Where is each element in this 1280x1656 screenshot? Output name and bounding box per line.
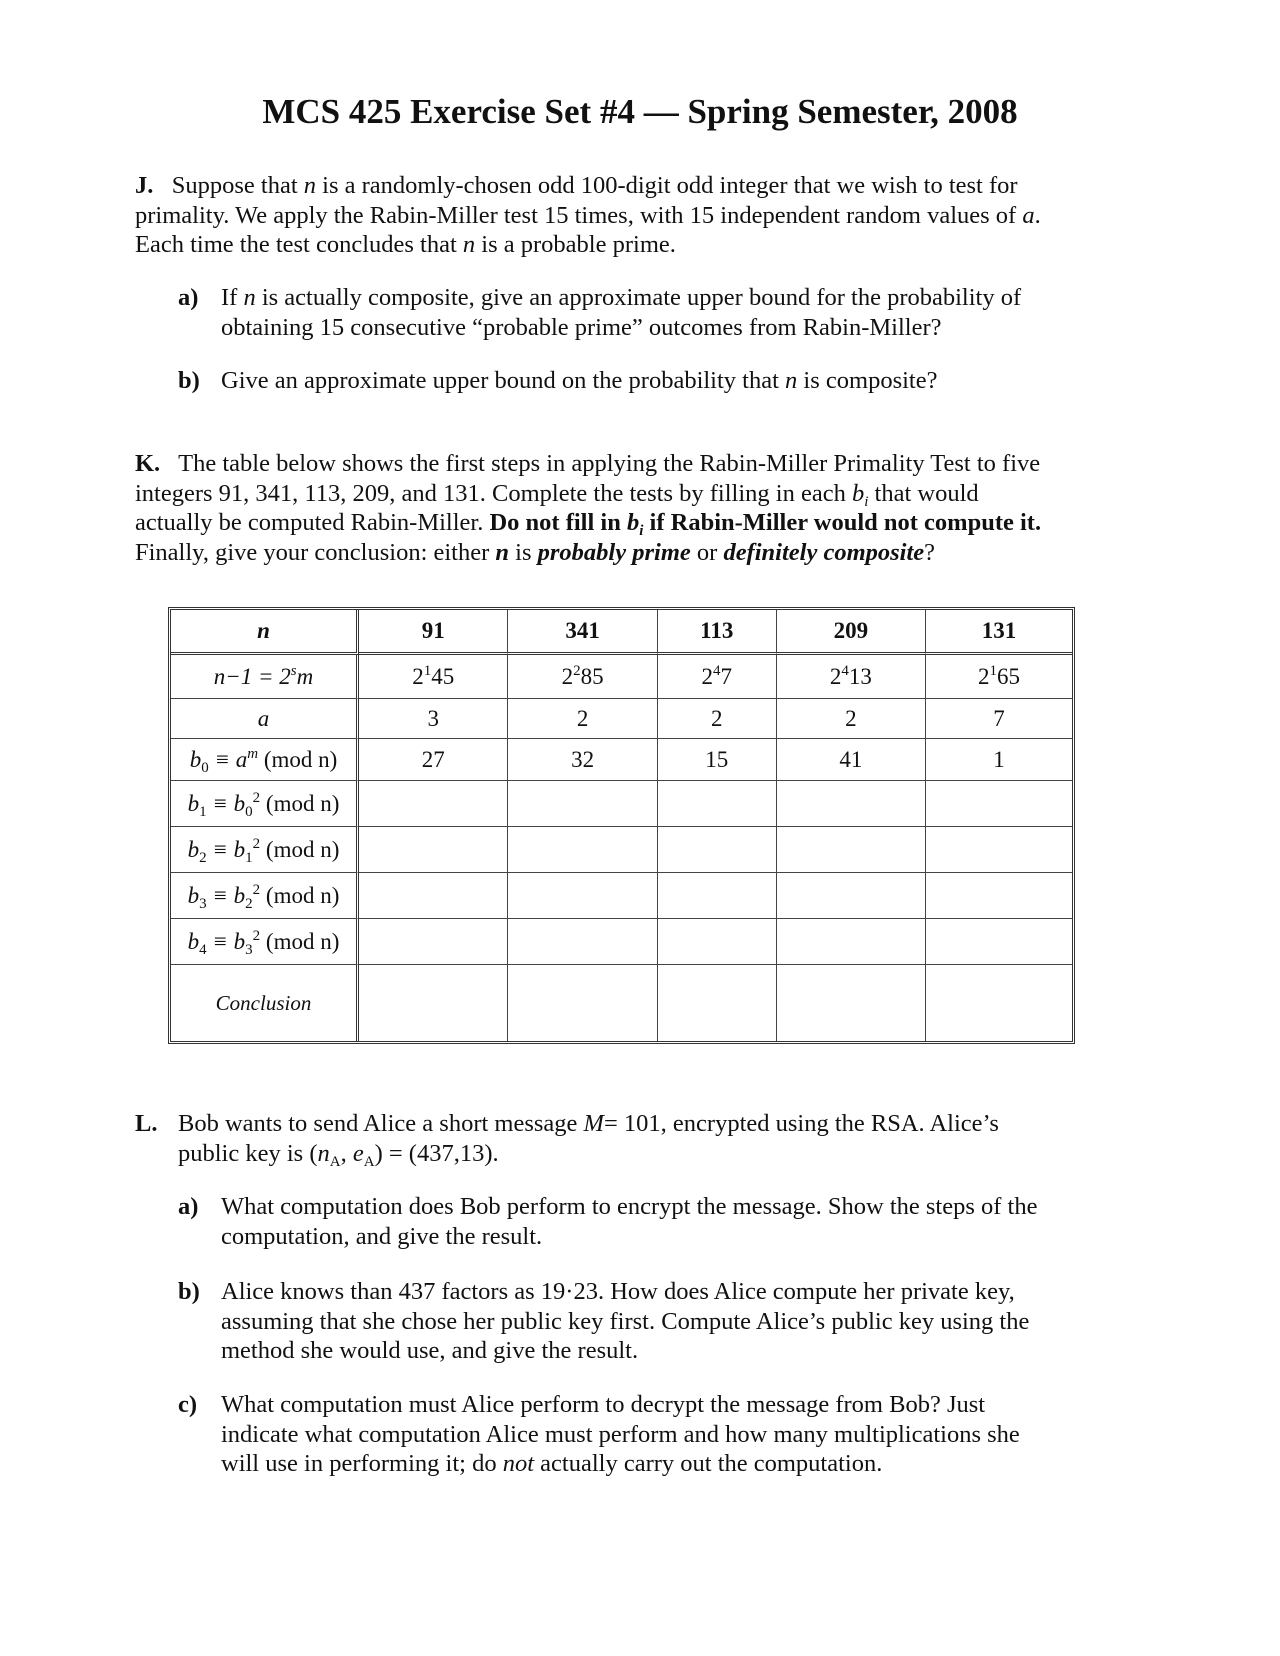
rabin-miller-table [168,607,1075,1044]
table-row [171,827,1072,873]
text: b [187,882,200,908]
text: What computation must Alice perform to decrypt the message from Bob? Just [221,1391,986,1418]
var: b [851,479,865,507]
page-title: MCS 425 Exercise Set #4 — Spring Semester, 2008 [262,92,1018,131]
answer-cell[interactable] [777,919,926,965]
text: 4 [199,941,207,958]
cell: 2 [508,699,657,739]
table-row [171,873,1072,919]
text: is composite? [797,367,938,394]
part-label: b) [178,1278,200,1305]
text: 2 [199,849,207,866]
text: is actually composite, give an approximate upper bound for the probability of [255,284,1022,311]
answer-cell[interactable] [359,919,508,965]
answer-cell[interactable] [926,781,1072,827]
answer-cell[interactable] [359,965,508,1041]
table-row [171,781,1072,827]
problem-j [135,171,1135,260]
cell: 2 [777,699,926,739]
text: 3 [199,895,207,912]
part-label: a) [178,1193,199,1220]
text: 7 [720,663,732,689]
text: (mod n) [258,746,338,772]
answer-cell[interactable] [658,873,777,919]
text: definitely composite [723,538,925,566]
answer-cell[interactable] [658,965,777,1041]
var: M [583,1110,604,1137]
problem-label: J. [135,172,154,199]
answer-cell[interactable] [508,919,657,965]
text: method she would use, and give the result. [221,1337,639,1364]
table-row [171,610,1072,655]
answer-cell[interactable] [777,827,926,873]
answer-cell[interactable] [777,873,926,919]
cell: 27 [359,739,508,781]
table-row [171,699,1072,739]
text: ≡ b [206,790,246,816]
text: (mod n) [260,790,340,816]
header-cell: 113 [658,610,777,655]
text: = 101, encrypted using the RSA. Alice’s [603,1110,999,1137]
text: b [189,746,202,772]
text: 2 [573,662,581,679]
var: i [864,493,869,510]
header-cell: 209 [777,610,926,655]
answer-cell[interactable] [777,965,926,1041]
cell: 7 [926,699,1072,739]
answer-cell[interactable] [508,873,657,919]
var: e [352,1139,364,1167]
row-label: Conclusion [215,991,312,1015]
var: n [785,367,798,394]
text: 2 [561,663,574,689]
text: Give an approximate upper bound on the probability that [221,367,786,394]
var: n [462,231,476,258]
problem-j-b [178,366,1098,396]
text: 1 [989,662,998,679]
text: will use in performing it; do [221,1450,503,1477]
text: 65 [997,663,1021,689]
var: i [639,523,644,539]
text: 4 [841,662,849,679]
cell: 1 [926,739,1072,781]
text: 2 [252,927,261,944]
text: integers 91, 341, 113, 209, and 131. Complete the tests by filling in each [135,479,852,507]
text: ) = (437,13). [374,1139,499,1167]
problem-k [135,449,1135,567]
table-row [171,919,1072,965]
answer-cell[interactable] [658,781,777,827]
text: , [340,1139,353,1167]
cell [359,655,508,699]
text: m [296,663,314,689]
text: 0 [201,759,209,776]
text: b [187,928,200,954]
cell [926,655,1072,699]
text: 85 [580,663,604,689]
text: 1 [245,849,253,866]
cell: 32 [508,739,657,781]
text: A [363,1153,375,1170]
row-label [171,739,359,781]
row-label [171,873,359,919]
text: ? [924,538,936,566]
row-label [171,919,359,965]
problem-label: K. [135,450,161,477]
text: 45 [431,663,455,689]
text: if Rabin-Miller would not compute it. [643,509,1042,536]
text: 2 [701,663,713,689]
answer-cell[interactable] [359,873,508,919]
text: 2 [252,789,261,806]
table-row [171,655,1072,699]
text: 1 [199,803,207,820]
text: 0 [245,803,253,820]
text: Alice knows than 437 factors as 19·23. How does Alice compute her private key, [221,1278,1015,1305]
header-cell: 341 [508,610,657,655]
text: n−1 = 2 [213,663,291,689]
answer-cell[interactable] [777,781,926,827]
text: b [187,790,200,816]
problem-j-a [178,283,1098,342]
part-label: b) [178,367,200,394]
answer-cell[interactable] [359,827,508,873]
text: A [329,1153,341,1170]
text: or [690,538,724,566]
problem-l-c [178,1390,1118,1479]
text: 4 [712,662,721,679]
problem-l-a [178,1192,1118,1251]
cell: 2 [658,699,777,739]
text: ≡ b [206,928,246,954]
text: Each time the test concludes that [135,231,463,258]
text: 2 [245,895,253,912]
cell [508,655,657,699]
cell [777,655,926,699]
header-cell: n [257,618,270,643]
text: public key is ( [178,1139,318,1167]
part-label: c) [178,1391,198,1418]
text: 2 [252,881,261,898]
row-label [171,781,359,827]
text: 3 [245,941,253,958]
text: actually be computed Rabin-Miller. [135,509,490,536]
text: is a randomly-chosen odd 100-digit odd integer that we wish to test for [316,172,1018,199]
table-row [171,739,1072,781]
var: n [495,538,510,566]
answer-cell[interactable] [508,827,657,873]
var: a [1022,201,1035,229]
row-label [171,655,359,699]
text: Do not fill in [489,509,627,536]
text: assuming that she chose her public key first. Compute Alice’s public key using the [221,1307,1030,1335]
text: ≡ a [208,746,248,772]
text: Suppose that [171,172,304,199]
cell [658,655,777,699]
cell: 3 [359,699,508,739]
text: 1 [423,662,432,679]
answer-cell[interactable] [508,965,657,1041]
var: n [243,284,256,311]
text: actually carry out the computation. [534,1450,883,1477]
cell: 41 [777,739,926,781]
text: obtaining 15 consecutive “probable prime” outcomes from Rabin-Miller? [221,313,942,341]
answer-cell[interactable] [926,827,1072,873]
problem-l-b [178,1277,1118,1366]
text: ≡ b [206,836,246,862]
text: primality. We apply the Rabin-Miller test 15 times, with 15 independent random values of [135,201,1023,229]
text: Bob wants to send Alice a short message [178,1110,584,1137]
text: is [509,538,538,566]
text: m [247,745,259,762]
answer-cell[interactable] [658,919,777,965]
row-label [171,827,359,873]
answer-cell[interactable] [658,827,777,873]
text: Finally, give your conclusion: either [135,538,496,566]
text: . [1034,201,1041,229]
answer-cell[interactable] [926,965,1072,1041]
text: (mod n) [260,882,340,908]
text: ≡ b [206,882,246,908]
part-label: a) [178,284,199,311]
row-label: a [257,705,270,731]
text: 2 [829,663,842,689]
text: What computation does Bob perform to encrypt the message. Show the steps of the [221,1193,1038,1220]
text: (mod n) [260,836,340,862]
answer-cell[interactable] [926,919,1072,965]
text: 2 [252,835,261,852]
text: s [290,662,297,679]
text: probably prime [537,538,691,566]
text: (mod n) [260,928,340,954]
text: 2 [978,663,990,689]
text: that would [868,479,979,507]
answer-cell[interactable] [508,781,657,827]
text: If [221,284,244,311]
var: b [626,509,640,536]
text: 2 [412,663,424,689]
cell: 15 [658,739,777,781]
header-cell: 131 [926,610,1072,655]
problem-l [135,1109,1135,1168]
table-row [171,965,1072,1041]
text: not [502,1450,535,1477]
text: computation, and give the result. [221,1222,543,1250]
problem-label: L. [135,1110,158,1137]
text: is a probable prime. [475,231,676,258]
var: n [317,1139,330,1167]
text: b [187,836,200,862]
var: n [303,172,317,199]
answer-cell[interactable] [359,781,508,827]
text: indicate what computation Alice must perform and how many multiplications she [221,1420,1020,1448]
answer-cell[interactable] [926,873,1072,919]
header-cell: 91 [359,610,508,655]
text: 13 [848,663,872,689]
text: The table below shows the first steps in applying the Rabin-Miller Primality Test to five [178,450,1041,477]
